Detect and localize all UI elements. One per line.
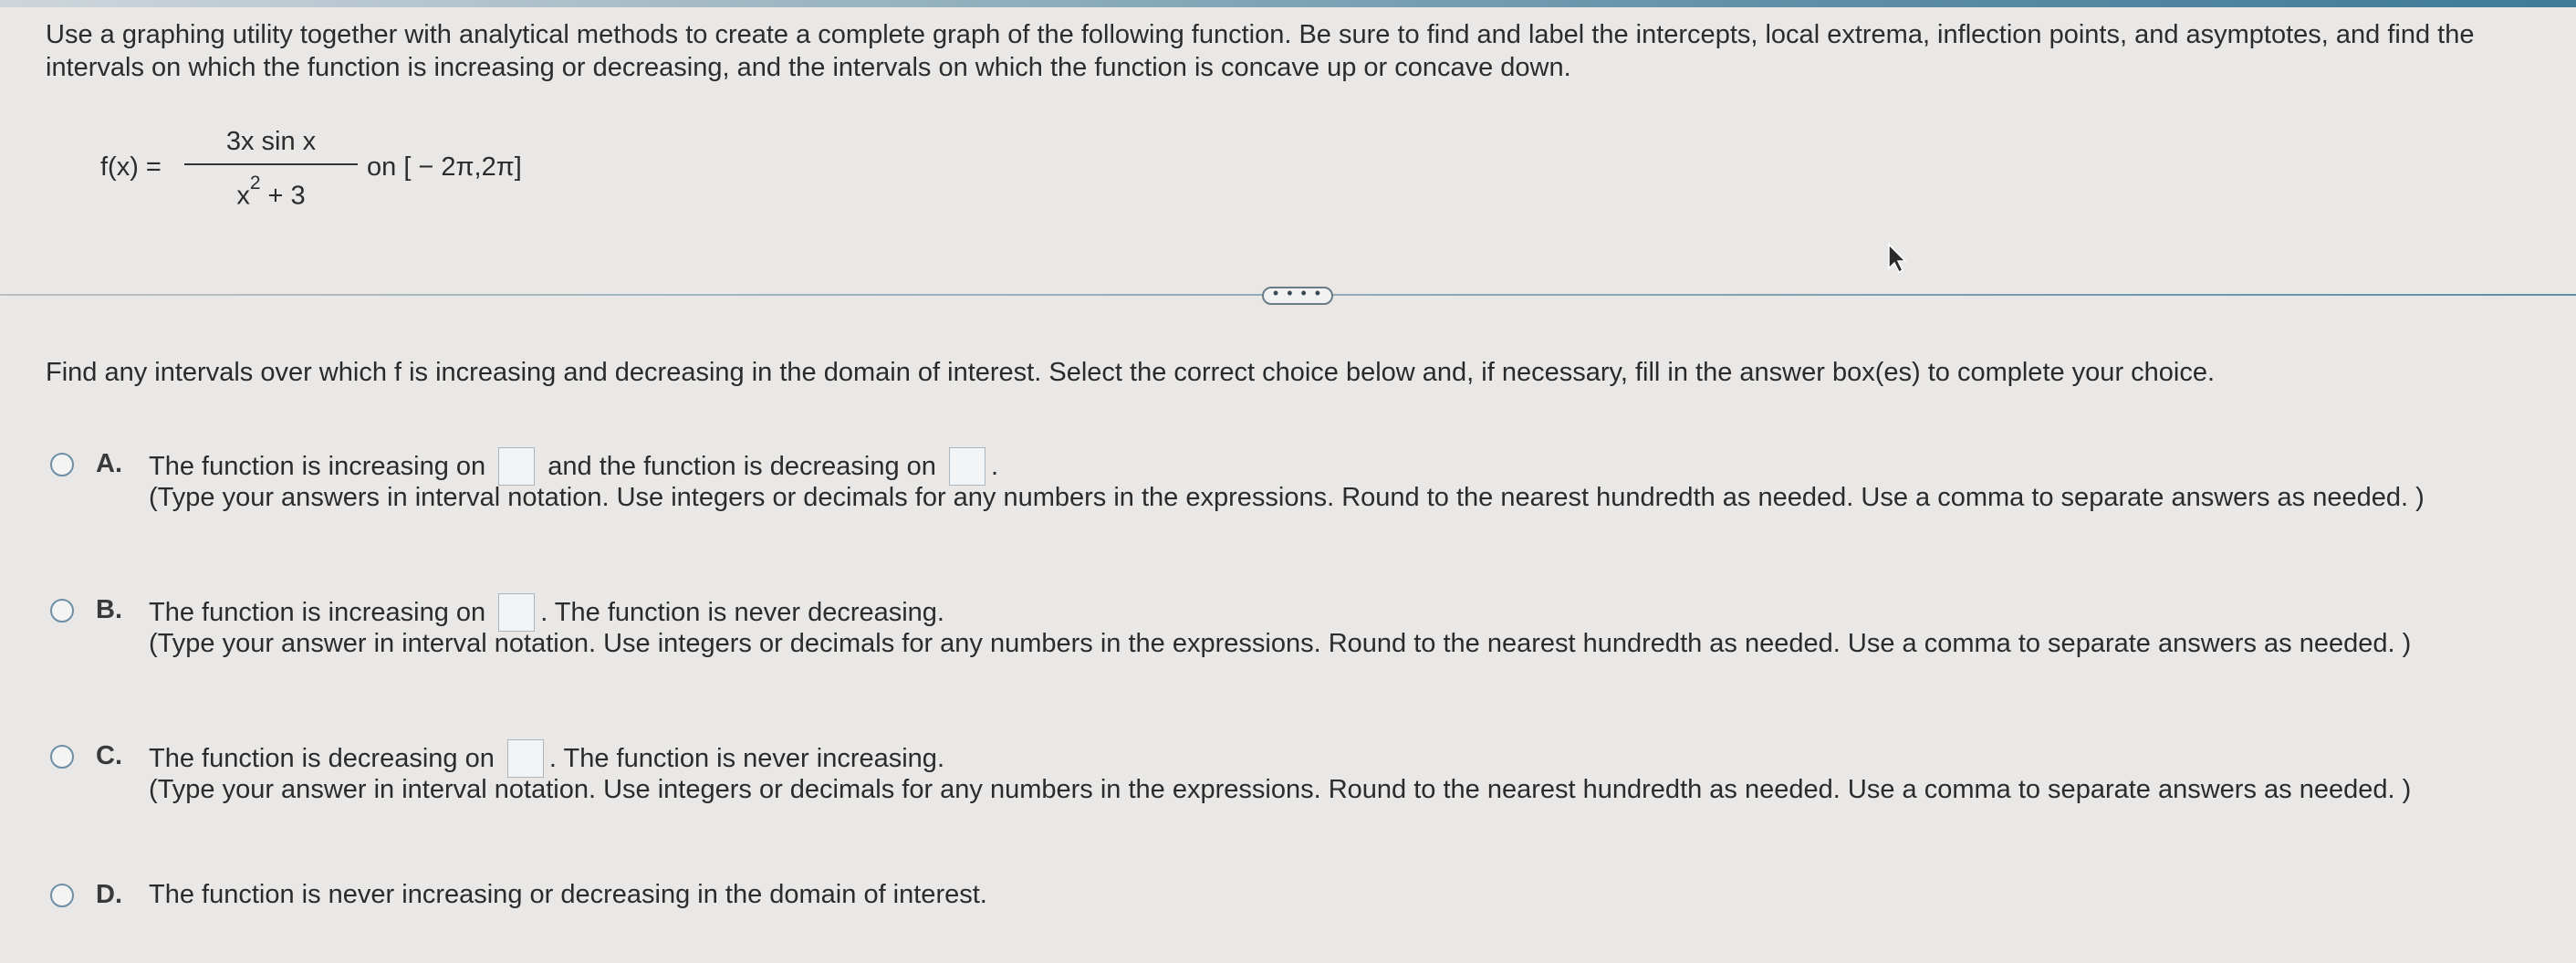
choice-b-hint: (Type your answer in interval notation. Use integers or decimals for any numbers in the expressions. Round to the nearest hundredth as needed. Use a comma to separate answers as needed. ) xyxy=(149,629,2412,658)
choice-b-letter: B. xyxy=(96,595,122,624)
choice-a-text-middle: and the function is decreasing on xyxy=(548,452,936,481)
choice-a-increasing-answer-box[interactable] xyxy=(498,447,535,486)
choice-c-letter: C. xyxy=(96,741,122,770)
denominator-exponent: 2 xyxy=(249,173,261,194)
choice-a-hint: (Type your answers in interval notation. Use integers or decimals for any numbers in the expressions. Round to the nearest hundredth as needed. Use a comma to separate answers as needed. ) xyxy=(149,483,2425,512)
choice-d-letter: D. xyxy=(96,880,122,909)
choice-a-text-after: . xyxy=(990,452,999,481)
choice-a-decreasing-answer-box[interactable] xyxy=(949,447,986,486)
choice-b-body xyxy=(149,593,2539,661)
problem-instructions: Use a graphing utility together with analytical methods to create a complete graph of the following function. Be sure to find and label the intercepts, local extrema, inflection points, and asymptotes, and find the intervals on which the function is increasing or decreasing, and the intervals on which the function is concave up or concave down. xyxy=(46,20,2475,82)
choice-a-letter: A. xyxy=(96,449,122,478)
choice-c-body xyxy=(149,739,2539,807)
choice-b-text-before: The function is increasing on xyxy=(149,598,486,627)
choice-d-radio[interactable] xyxy=(50,884,74,907)
choice-c-radio[interactable] xyxy=(50,745,74,769)
fraction-bar xyxy=(184,163,358,165)
choice-c-decreasing-answer-box[interactable] xyxy=(507,739,544,778)
formula-fraction xyxy=(184,123,358,211)
formula-domain: on [ − 2π,2π] xyxy=(367,152,522,182)
formula-numerator: 3x sin x xyxy=(225,127,317,156)
choice-c-hint: (Type your answer in interval notation. Use integers or decimals for any numbers in the expressions. Round to the nearest hundredth as needed. Use a comma to separate answers as needed. ) xyxy=(149,775,2412,804)
choice-a-body xyxy=(149,447,2539,515)
choice-b-text-after: . The function is never decreasing. xyxy=(540,598,944,627)
expand-more-button[interactable]: • • • • xyxy=(1262,287,1333,305)
denominator-rest: + 3 xyxy=(260,181,306,211)
choice-d-text: The function is never increasing or decreasing in the domain of interest. xyxy=(149,880,987,909)
choice-c-text-after: . The function is never increasing. xyxy=(548,744,944,773)
choice-b-radio[interactable] xyxy=(50,599,74,623)
choice-b-increasing-answer-box[interactable] xyxy=(498,593,535,632)
mouse-cursor-icon xyxy=(1887,243,1909,274)
choice-c-text-before: The function is decreasing on xyxy=(149,744,495,773)
denominator-base: x xyxy=(236,181,250,211)
question-prompt: Find any intervals over which f is increasing and decreasing in the domain of interest. Select the correct choice below and, if necessary, fill in the answer box(es) to complete your choice. xyxy=(46,358,2216,387)
choice-a-radio[interactable] xyxy=(50,453,74,476)
formula-denominator xyxy=(184,169,358,211)
formula-lhs: f(x) = xyxy=(100,152,162,182)
choice-d-body xyxy=(149,878,2539,912)
choice-a-text-before: The function is increasing on xyxy=(149,452,486,481)
top-accent-bar xyxy=(0,0,2576,7)
